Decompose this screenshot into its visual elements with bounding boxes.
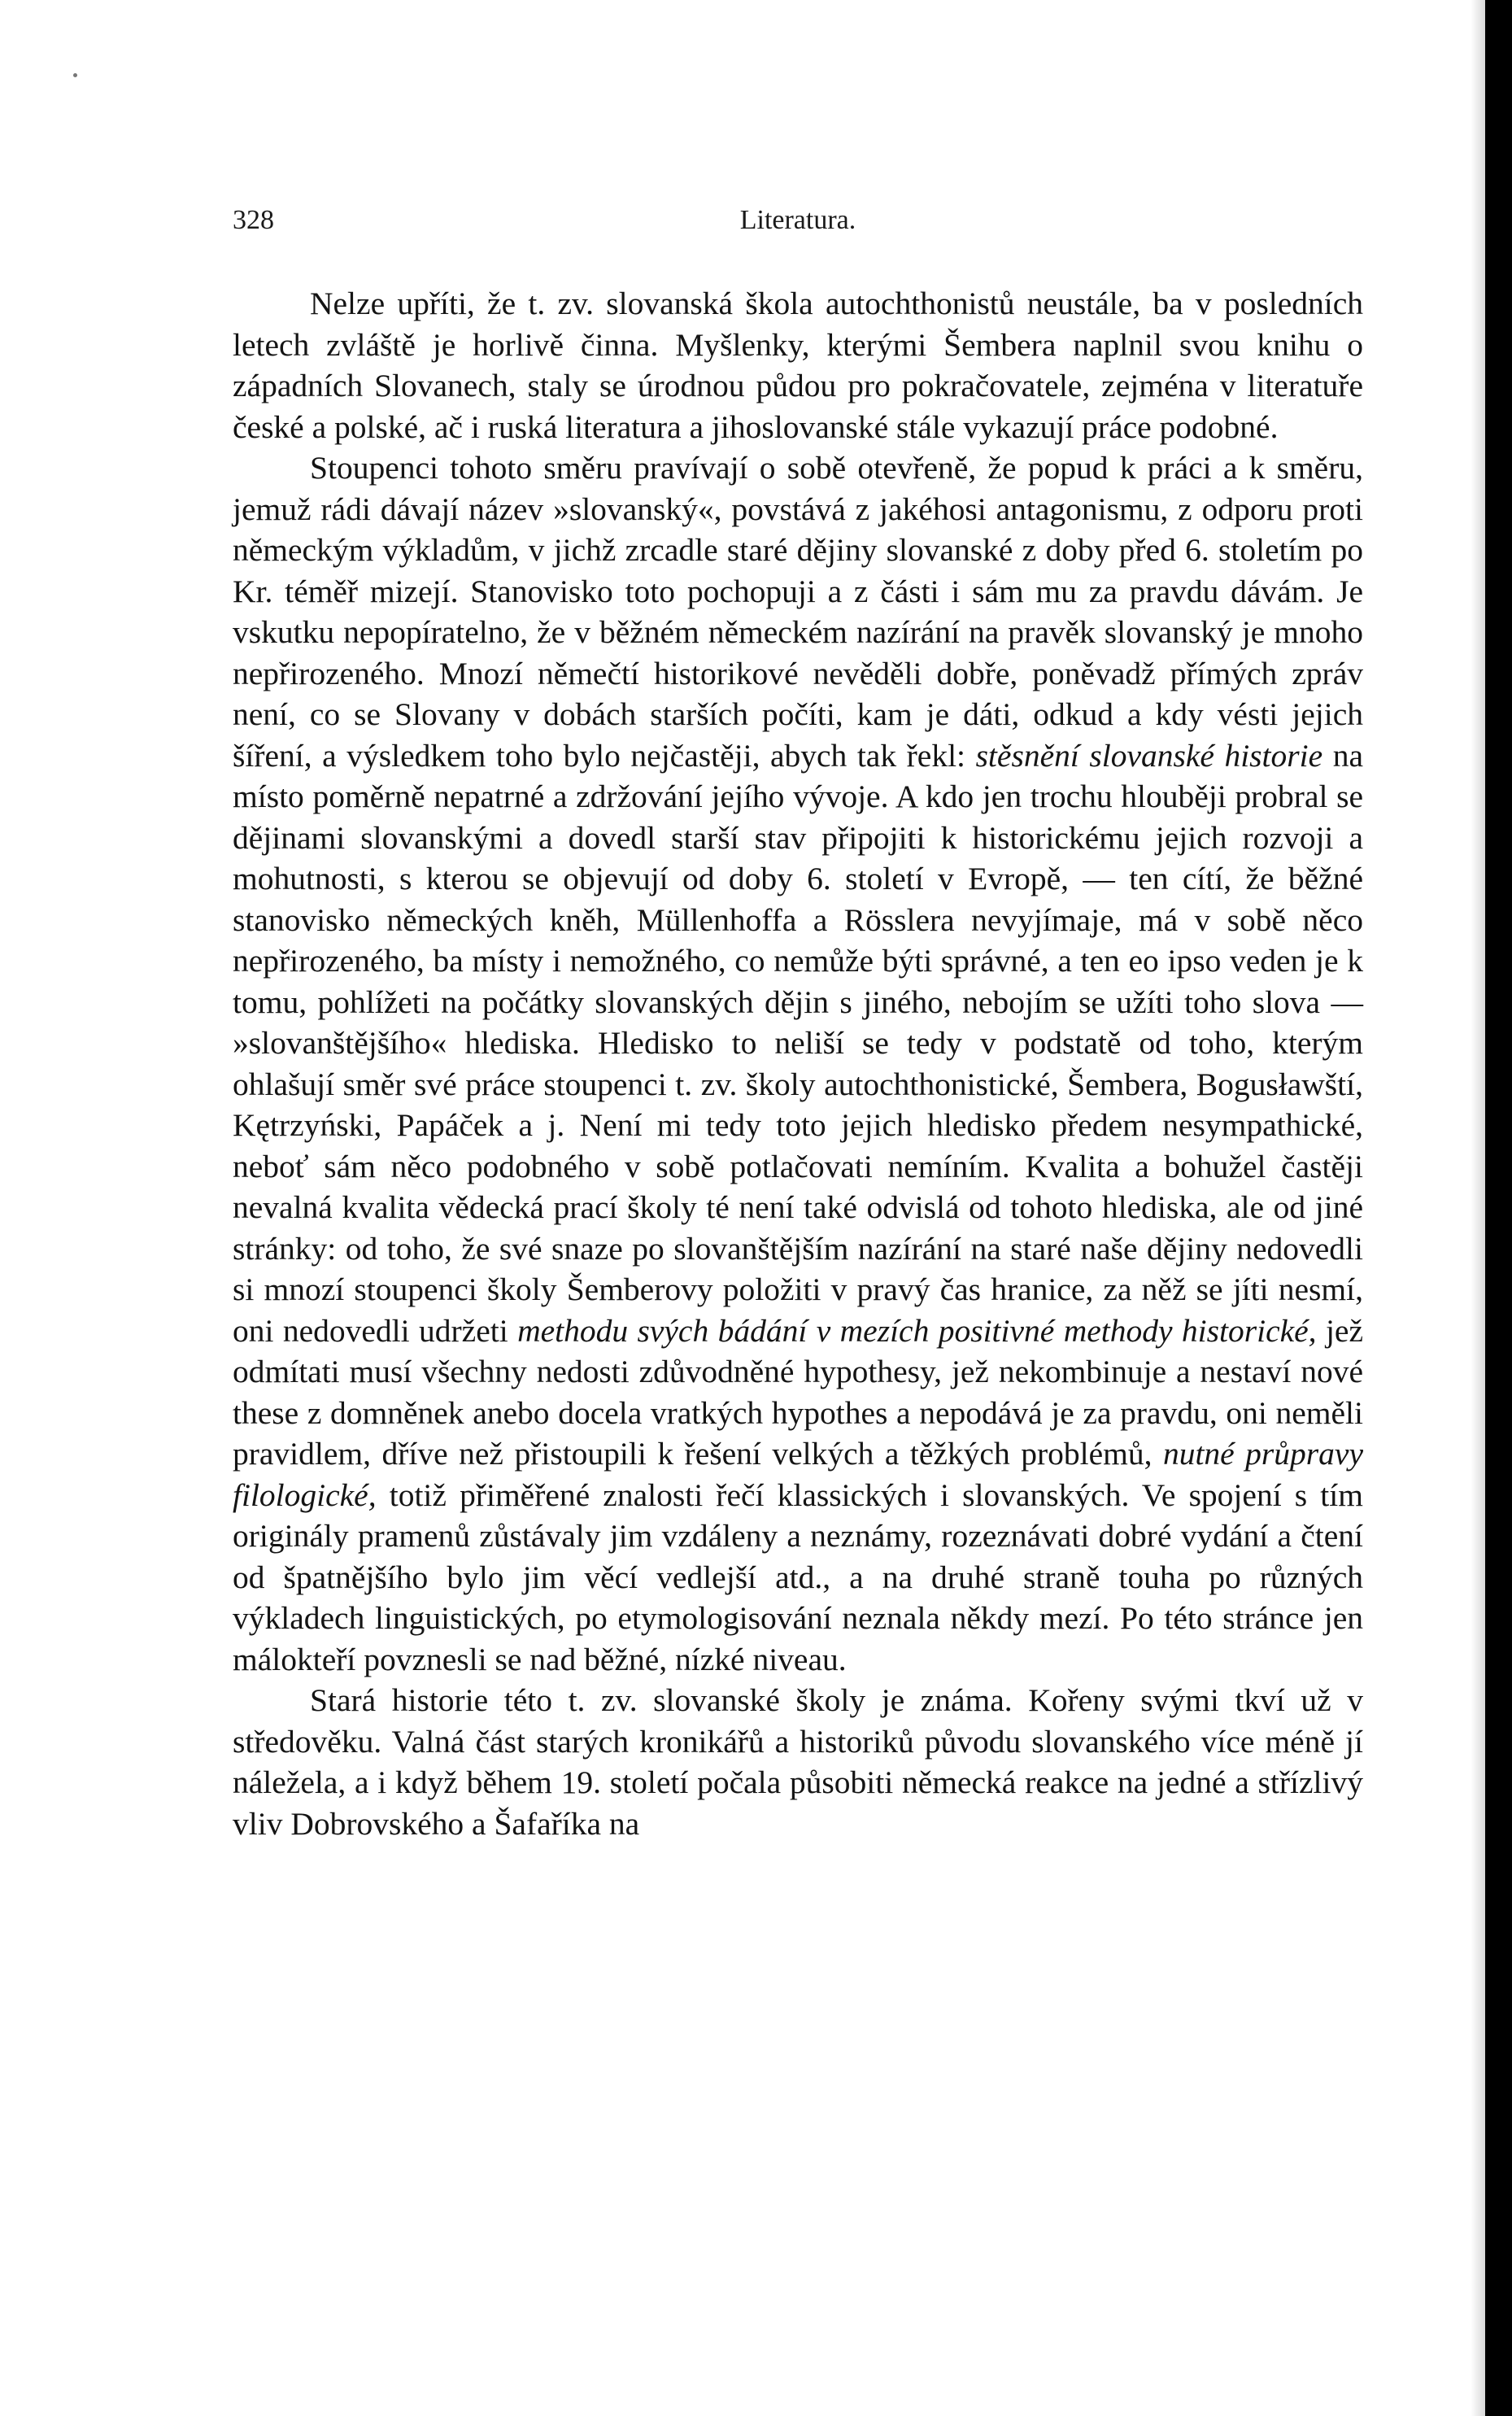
text-segment: Nelze upříti, že t. zv. slovanská škola autochthonistů neustále, ba v posledních letech zvláště je horlivě činna. Myšlenky, kterými Šembera naplnil svou knihu o západních Slovanech, staly se úrodnou půdou pro pokračovatele, zejména v literatuře české a polské, ač i ruská literatura a jihoslovanské stále vykazují práce podobné. bbox=[233, 286, 1363, 445]
text-segment: totiž přiměřené znalosti řečí klassických i slovanských. Ve spojení s tím originály pramenů zůstávaly jim vzdáleny a neznámy, rozeznávati dobré vydání a čtení od špatnějšího bylo jim věcí vedlejší atd., a na druhé straně touha po různých výkladech linguistických, po etymologisování neznala někdy mezí. Po této stránce jen málokteří povznesli se nad běžné, nízké niveau. bbox=[233, 1476, 1363, 1677]
paragraph-3 bbox=[233, 1680, 1363, 1844]
text-segment: na místo poměrně nepatrné a zdržování jejího vývoje. A kdo jen trochu hlouběji probral se dějinami slovanskými a dovedl starší stav připojiti k historickému jejich rozvoji a mohutnosti, s kterou se objevují od doby 6. století v Evropě, — ten cítí, že běžné stanovisko německých kněh, Müllenhoffa a Rösslera nevyjímaje, má v sobě něco nepřirozeného, ba místy i nemožného, co nemůže býti správné, a ten eo ipso veden je k tomu, pohlížeti na počátky slovanských dějin s jiného, nebojím se užíti toho slova — »slovanštějšího« hlediska. Hledisko to neliší se tedy v podstatě od toho, kterým ohlašují směr své práce stoupenci t. zv. školy autochthonistické, Šembera, Bogusławští, Kętrzyński, Papáček a j. Není mi tedy toto jejich hledisko předem nesympathické, neboť sám něco podobného v sobě potlačovati nemíním. Kvalita a bohužel častěji nevalná kvalita vědecká prací školy té není také odvislá od tohoto hlediska, ale od jiné stránky: od toho, že své snaze po slovanštějším nazírání na staré naše dějiny nedovedli si mnozí stoupenci školy Šemberovy položiti v pravý čas hranice, za něž se jíti nesmí, oni nedovedli udržeti bbox=[233, 737, 1363, 1349]
page-edge-shadow bbox=[1471, 0, 1485, 2416]
paragraph-2 bbox=[233, 447, 1363, 1680]
page-number: 328 bbox=[233, 205, 274, 235]
text-segment: Stará historie této t. zv. slovanské školy je známa. Kořeny svými tkví už v středověku. Valná část starých kronikářů a historiků původu slovanského více méně jí náležela, a i když během 19. století počala působiti německá reakce na jedné a střízlivý vliv Dobrovského a Šafaříka na bbox=[233, 1682, 1363, 1842]
emphasized-text: stěsnění slovanské historie bbox=[975, 737, 1323, 774]
paragraph-1 bbox=[233, 283, 1363, 447]
emphasized-text: nutné průpravy filologické, bbox=[233, 1436, 1363, 1513]
page-header bbox=[233, 205, 1363, 246]
emphasized-text: methodu svých bádání v mezích positivné methody historické, bbox=[517, 1312, 1317, 1349]
scan-speck bbox=[73, 73, 77, 77]
text-segment: jež odmítati musí všechny nedosti zdůvodněné hypothesy, jež nekombinuje a nestaví nové these z domněnek anebo docela vratkých hypothes a nepodává je za pravdu, oni neměli pravidlem, dříve než přistoupili k řešení velkých a těžkých problémů, bbox=[233, 1312, 1363, 1472]
body-text bbox=[233, 283, 1363, 1844]
running-head: Literatura. bbox=[739, 205, 856, 235]
text-segment: Stoupenci tohoto směru pravívají o sobě otevřeně, že popud k práci a k směru, jemuž rádi dávají název »slovanský«, povstává z jakéhosi antagonismu, z odporu proti německým výkladům, v jichž zrcadle staré dějiny slovanské z doby před 6. stoletím po Kr. téměř mizejí. Stanovisko toto pochopuji a z části i sám mu za pravdu dávám. Je vskutku nepopíratelno, že v běžném německém nazírání na pravěk slovanský je mnoho nepřirozeného. Mnozí němečtí historikové nevěděli dobře, poněvadž přímých zpráv není, co se Slovany v dobách starších počíti, kam je dáti, odkud a kdy vésti jejich šíření, a výsledkem toho bylo nejčastěji, abych tak řekl: bbox=[233, 450, 1363, 774]
